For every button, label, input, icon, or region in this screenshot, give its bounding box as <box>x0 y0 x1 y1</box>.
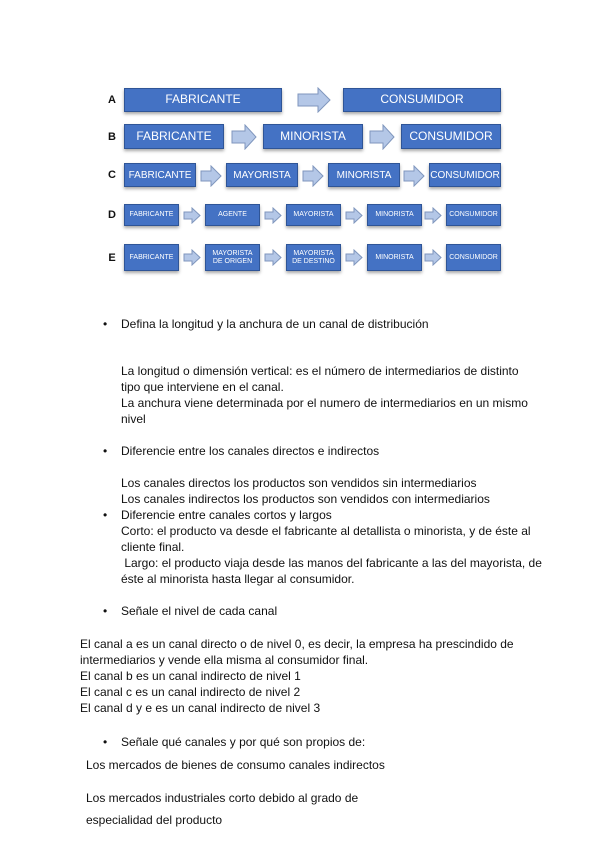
question-longitud-anchura: Defina la longitud y la anchura de un canal de distribución <box>121 317 429 331</box>
row-c-arrow-2-icon <box>302 165 324 187</box>
question-directos-indirectos: Diferencie entre los canales directos e indirectos <box>121 444 380 458</box>
answer-line: Los canales indirectos los productos son vendidos con intermediarios <box>121 492 490 506</box>
row-d-box-consumidor: CONSUMIDOR <box>446 204 501 226</box>
bullet-dot: • <box>103 604 108 618</box>
row-e-arrow-3-icon <box>345 249 363 266</box>
row-d-arrow-4-icon <box>424 207 442 224</box>
bullet-dot: • <box>103 317 108 331</box>
row-e-arrow-4-icon <box>424 249 442 266</box>
answer-line: El canal a es un canal directo o de nivel 0, es decir, la empresa ha prescindido de <box>80 637 514 651</box>
row-a-box-fabricante: FABRICANTE <box>124 88 282 112</box>
row-c-arrow-1-icon <box>200 165 222 187</box>
row-d-arrow-1-icon <box>183 207 201 224</box>
distribution-channels-diagram <box>0 0 600 290</box>
row-d-arrow-2-icon <box>264 207 282 224</box>
row-label-e: E <box>108 252 116 264</box>
row-b-box-consumidor: CONSUMIDOR <box>401 124 501 149</box>
row-e-arrow-2-icon <box>264 249 282 266</box>
answer-line: La longitud o dimensión vertical: es el número de intermediarios de distinto <box>121 364 519 378</box>
answer-line: Los mercados de bienes de consumo canales indirectos <box>86 758 385 772</box>
row-label-a: A <box>108 94 116 106</box>
row-d-box-agente: AGENTE <box>205 204 260 226</box>
answer-line: Los mercados industriales corto debido al grado de <box>86 791 359 805</box>
answer-line: éste al minorista hasta llegar al consumidor. <box>121 572 355 586</box>
row-label-c: C <box>108 169 116 181</box>
answer-line: nivel <box>121 412 146 426</box>
row-b-arrow-1-icon <box>231 124 257 150</box>
row-d-box-mayorista: MAYORISTA <box>286 204 341 226</box>
row-b-box-minorista: MINORISTA <box>263 124 363 149</box>
row-label-b: B <box>108 131 116 143</box>
answer-line: especialidad del producto <box>86 813 223 827</box>
bullet-dot: • <box>103 444 108 458</box>
row-a-arrow-icon <box>297 87 331 113</box>
answer-line: El canal b es un canal indirecto de nivel 1 <box>80 669 301 683</box>
row-c-arrow-3-icon <box>403 165 425 187</box>
row-d-box-minorista: MINORISTA <box>367 204 422 226</box>
row-e-box-mayorista-de-destino: MAYORISTA DE DESTINO <box>286 244 341 271</box>
row-e-box-minorista: MINORISTA <box>367 244 422 271</box>
row-d-arrow-3-icon <box>345 207 363 224</box>
answer-line: intermediarios y vende ella misma al consumidor final. <box>80 653 369 667</box>
question-nivel-canal: Señale el nivel de cada canal <box>121 604 278 618</box>
answer-line: Corto: el producto va desde el fabricante al detallista o minorista, y de éste al <box>121 524 531 538</box>
answer-line: tipo que interviene en el canal. <box>121 380 284 394</box>
answer-line: El canal c es un canal indirecto de nivel 2 <box>80 685 301 699</box>
row-c-box-consumidor: CONSUMIDOR <box>429 163 501 187</box>
row-label-d: D <box>108 209 116 221</box>
answer-line: La anchura viene determinada por el numero de intermediarios en un mismo <box>121 396 528 410</box>
row-d-box-fabricante: FABRICANTE <box>124 204 179 226</box>
row-c-box-mayorista: MAYORISTA <box>226 163 298 187</box>
row-b-arrow-2-icon <box>369 124 395 150</box>
answer-line: cliente final. <box>121 540 185 554</box>
row-e-box-mayorista-de-origen: MAYORISTA DE ORIGEN <box>205 244 260 271</box>
bullet-dot: • <box>103 735 108 749</box>
question-cortos-largos: Diferencie entre canales cortos y largos <box>121 508 332 522</box>
bullet-dot: • <box>103 508 108 522</box>
row-a-box-consumidor: CONSUMIDOR <box>343 88 501 112</box>
row-b-box-fabricante: FABRICANTE <box>124 124 224 149</box>
row-e-arrow-1-icon <box>183 249 201 266</box>
answer-line: Largo: el producto viaja desde las manos del fabricante a las del mayorista, de <box>121 556 542 570</box>
row-e-box-fabricante: FABRICANTE <box>124 244 179 271</box>
row-c-box-minorista: MINORISTA <box>328 163 400 187</box>
answer-line: El canal d y e es un canal indirecto de nivel 3 <box>80 701 321 715</box>
question-propios-de: Señale qué canales y por qué son propios de: <box>121 735 366 749</box>
row-c-box-fabricante: FABRICANTE <box>124 163 196 187</box>
row-e-box-consumidor: CONSUMIDOR <box>446 244 501 271</box>
answer-line: Los canales directos los productos son vendidos sin intermediarios <box>121 476 477 490</box>
